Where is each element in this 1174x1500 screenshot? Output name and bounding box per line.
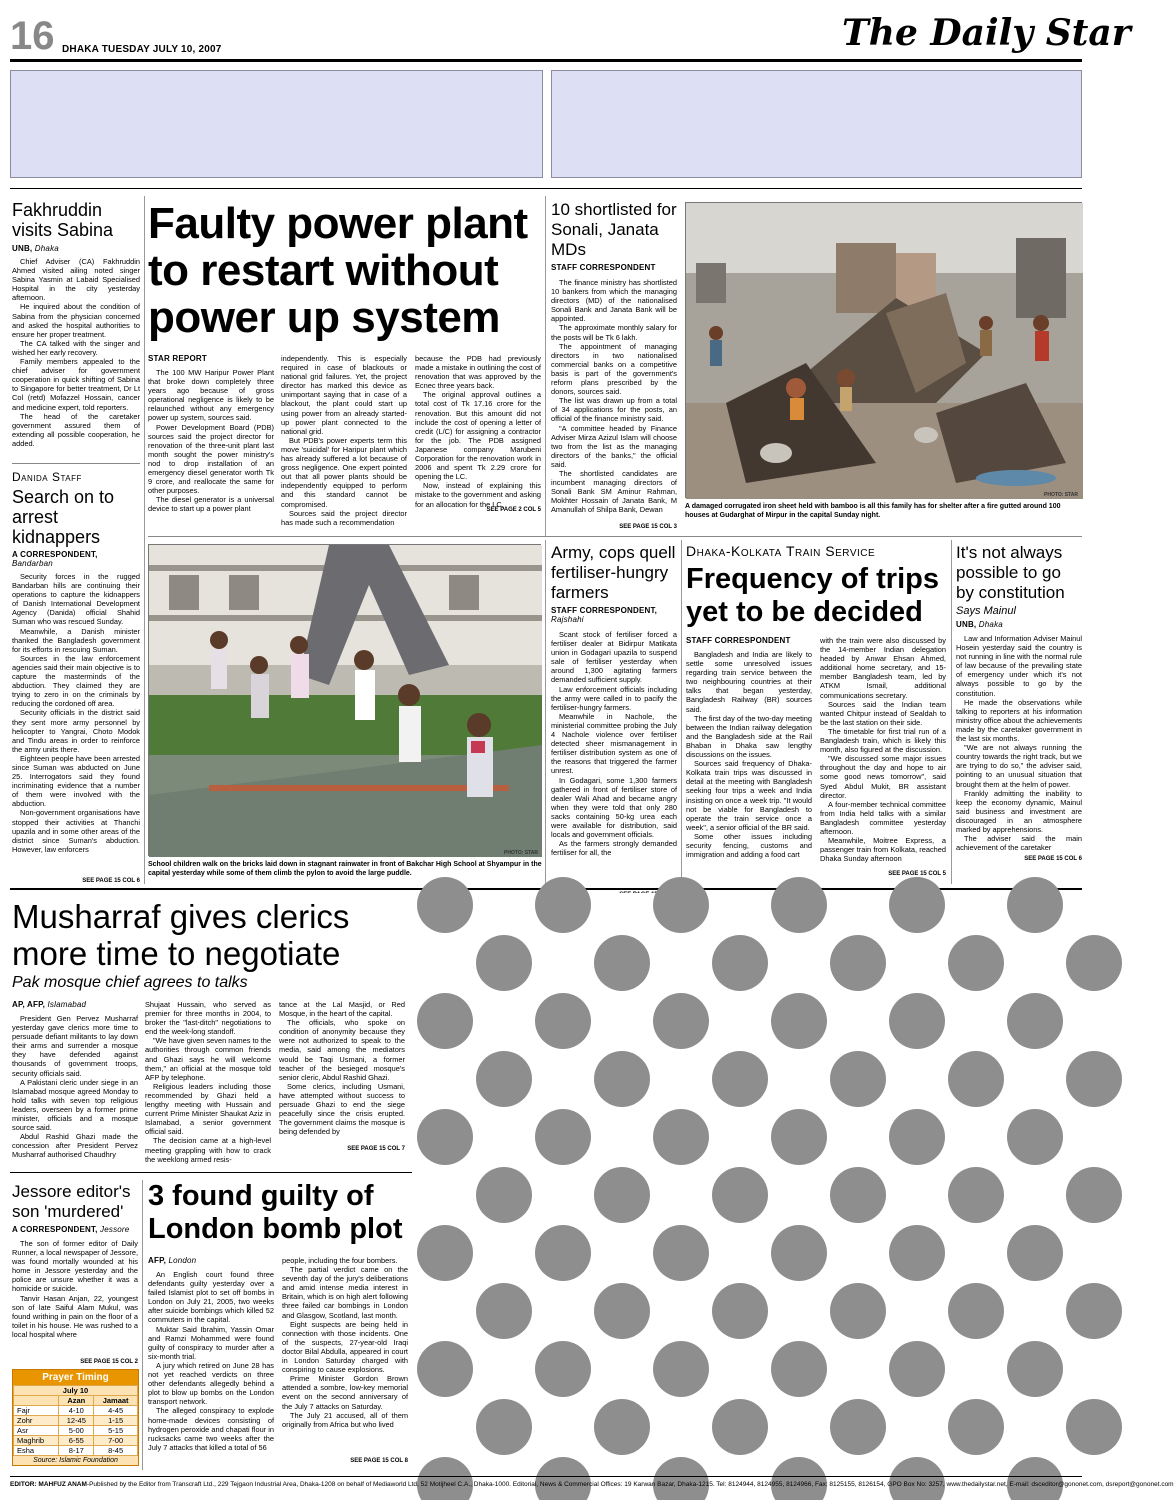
story-body-col2: people, including the four bombers. The partial verdict came on the seventh day of the jury's deliberations and amid intense media interest in Britain, which is on high alert following three failed car bombings in London and Glasgow, Scotland, last month. Eight suspects are being held in connection with those incidents. One of the suspects, 27-year-old Iraqi doctor Bilal Abdulla, appeared in court in London Saturday charged with conspiring to cause explosions. Prime Minister Gordon Brown attended a sombre, low-key memorial event on the second anniversary of the July 7 attacks on Saturday. The July 21 accused, all of them originally from Africa but who lived — [282, 1256, 408, 1429]
dot — [535, 877, 591, 933]
editor-label: EDITOR: MAHFUZ ANAM — [10, 1481, 87, 1488]
masthead — [842, 12, 1131, 54]
prayer-col-jamaat: Jamaat — [94, 1396, 138, 1406]
dot — [1007, 877, 1063, 933]
dot — [1066, 1167, 1122, 1223]
story-army — [551, 543, 677, 898]
see-page-link[interactable]: SEE PAGE 15 COL 3 — [619, 524, 677, 530]
see-page-link[interactable]: SEE PAGE 15 COL 2 — [80, 1359, 138, 1365]
prayer-table — [13, 1385, 138, 1456]
dot — [889, 1225, 945, 1281]
byline: A CORRESPONDENT, Bandarban — [12, 550, 98, 568]
photo-caption: A damaged corrugated iron sheet held with bamboo is all this family has for shelter after a fire gutted around 100 houses at Gudarghat of Mirpur in the capital Sunday night. — [685, 503, 1061, 519]
story-train — [686, 543, 948, 629]
dot — [476, 935, 532, 991]
dot — [948, 1283, 1004, 1339]
story-constitution — [956, 543, 1082, 862]
story-london — [148, 1180, 410, 1246]
dot — [417, 1457, 473, 1500]
dot — [476, 1051, 532, 1107]
headline: Musharraf gives clerics more time to negotiate — [12, 898, 350, 972]
story-body-col2: with the train were also discussed by the 14-member Indian delegation headed by Anwar Ehsan Ahmed, additional home secretary, and 15-member Bangladesh team, led by ATKM Ismail, additional communications secretary. Sources said the Indian team wanted Chitpur instead of Sealdah to be the last station on their side. The timetable for first trial run of a Bangladesh train, which is likely this month, also figured at the discussion. "We discussed some major issues throughout the day and hope to air some good news tomorrow", said Syed Abdul Mukit, BR assistant director. A four-member technical committee from India held talks with a similar Bangladesh committee yesterday afternoon. Meanwhile, Moitree Express, a passenger train from Kolkata, reached Dhaka Sunday afternoon — [820, 636, 946, 864]
prayer-row: Zohr 12-45 1-15 — [14, 1416, 138, 1426]
ad-box-right[interactable] — [551, 70, 1082, 178]
dot — [889, 877, 945, 933]
headline: Army, cops quell fertiliser-hungry farmers — [551, 543, 676, 602]
prayer-title: Prayer Timing — [13, 1370, 138, 1385]
headline: 3 found guilty of London bomb plot — [148, 1180, 403, 1245]
story-body-col3: because the PDB had previously made a mistake in outlining the cost of renovation that was approved by the Ecnec three years back. The original approval outlines a total cost of Tk 17.16 crore for the renovation. But this amount did not include the cost of opening a letter of credit (L/C) for assigning a contractor for the job. The PDB assigned Japanese company Marubeni Corporation for the renovation work in 2006 and spent Tk 2.29 crore for opening the LC. Now, instead of explaining this mistake to the government and asking for an allocation for the LC, — [415, 354, 541, 509]
byline: A CORRESPONDENT, Jessore — [12, 1225, 130, 1234]
dot — [653, 877, 709, 933]
dot — [535, 993, 591, 1049]
photo-caption: School children walk on the bricks laid down in stagnant rainwater in front of Bakchar High School at Shyampur in the capital yesterday while some of them climb the pylon to avoid the large puddle. — [148, 861, 542, 877]
headline: Faulty power plant to restart without power up system — [148, 199, 528, 342]
school-photo — [148, 544, 541, 856]
dot — [771, 993, 827, 1049]
dot — [712, 935, 768, 991]
prayer-row: Asr 5-00 5-15 — [14, 1426, 138, 1436]
dot — [1066, 1283, 1122, 1339]
school-photo-image — [149, 545, 542, 857]
prayer-row: Esha 8-17 8-45 — [14, 1446, 138, 1456]
headline: Fakhruddin visits Sabina — [12, 200, 114, 240]
headline: Jessore editor's son 'murdered' — [12, 1182, 131, 1221]
prayer-row: Fajr 4-10 4-45 — [14, 1406, 138, 1416]
see-page-link[interactable]: SEE PAGE 15 COL 7 — [347, 1146, 405, 1152]
story-body-col3: tance at the Lal Masjid, or Red Mosque, in the heart of the capital. The officials, who spoke on condition of anonymity because they were not authorized to speak to the media, said among the mediators would be Taqi Usmani, a former teacher of the besieged mosque's senior cleric, Abdul Rashid Ghazi. Some clerics, including Usmani, have attempted without success to persuade Ghazi to end the siege peacefully since the crisis erupted. The government claims the mosque is being defended by — [279, 1000, 405, 1137]
dot — [889, 1341, 945, 1397]
advertisement-panel[interactable] — [415, 893, 1082, 1473]
dot — [712, 1399, 768, 1455]
dot — [1007, 1341, 1063, 1397]
story-body-col1: President Gen Pervez Musharraf yesterday gave clerics more time to persuade defiant militants to lay down their arms and surrender a mosque they have defended against thousands of government troops, security officials said. A Pakistani cleric under siege in an Islamabad mosque agreed Monday to hold talks with seven top religious leaders, overseen by a former prime minister, officials and a mosque source said. Abdul Rashid Ghazi made the concession after President Pervez Musharraf authorised Chaudhry — [12, 1014, 138, 1160]
dot — [771, 1225, 827, 1281]
dot — [771, 877, 827, 933]
footer-imprint — [10, 1481, 1174, 1488]
dot — [1066, 1399, 1122, 1455]
fire-photo — [685, 202, 1082, 498]
dot — [1007, 1109, 1063, 1165]
divider — [148, 536, 1082, 537]
dot — [476, 1399, 532, 1455]
dot — [712, 1283, 768, 1339]
story-body-col2: Shujaat Hussain, who served as premier for three months in 2004, to broker the "last-ditch" negotiations to end the week-long standoff. "We have given seven names to the authorities through common friends and Ghazi says he will welcome them," an official at the mosque told AFP by telephone. Religious leaders including those recommended by Ghazi held a lengthy meeting with Hussain and current Prime Minister Shaukat Aziz in Islamabad, a senior government official said. The decision came at a high-level meeting grappling with how to crack the weeklong armed resis- — [145, 1000, 271, 1164]
photo-credit: PHOTO: STAR — [1044, 492, 1078, 498]
see-page-link[interactable]: SEE PAGE 15 COL 6 — [82, 878, 140, 884]
headline: Search on to arrest kidnappers — [12, 487, 115, 547]
column-rule — [545, 540, 546, 884]
dot — [653, 1225, 709, 1281]
story-body-col1: An English court found three defendants guilty yesterday over a failed Islamist plot to set off bombs in London on July 21, 2005, two weeks after suicide bombings which killed 52 commuters in the capital. Muktar Said Ibrahim, Yassin Omar and Ramzi Mohammed were found guilty of conspiracy to murder after a six-month trial. A jury which retired on June 28 has not yet reached verdicts on three other defendants allegedly behind a plot to blow up bombs on the London transport network. The alleged conspiracy to explode home-made devices consisting of hydrogen peroxide and chapati flour in rucksacks came two weeks after the July 7 attacks that killed a total of 56 — [148, 1270, 274, 1452]
section-rule — [10, 188, 1082, 189]
prayer-row: Maghrib 6-55 7-00 — [14, 1436, 138, 1446]
column-rule — [142, 1180, 143, 1470]
dot — [830, 1167, 886, 1223]
dot — [535, 1341, 591, 1397]
story-body: The finance ministry has shortlisted 10 bankers from which the managing directors (MD) of the nationalised Sonali Bank and Janata Bank will be appointed. The approximate monthly salary for the posts will be Tk 6 lakh. The appointment of managing directors in two nationalised commercial banks on a competitive basis is part of the government's reform plans prescribed by the donors, sources said. The list was drawn up from a total of 34 applications for the posts, an official of the finance ministry said. "A committee headed by Finance Adviser Mirza Azizul Islam will choose two from the list as the managing directors of the banks," the official said. The shortlisted candidates are incumbent managing directors of Sonali Bank SM Aminur Rahman, Mokhter Hossain of Janata Bank, M Amanullah of Shilpa Bank, Dewan — [551, 278, 677, 515]
story-janata — [551, 200, 677, 530]
prayer-timing-box — [12, 1369, 139, 1466]
dot — [417, 1109, 473, 1165]
dot — [771, 1341, 827, 1397]
dot — [830, 1399, 886, 1455]
dot — [653, 1109, 709, 1165]
kicker: Dhaka-Kolkata Train Service — [686, 543, 876, 559]
header-rule — [10, 59, 1082, 62]
dot — [889, 993, 945, 1049]
see-page-link[interactable]: SEE PAGE 15 COL 5 — [888, 871, 946, 877]
byline: STAFF CORRESPONDENT, Rajshahi — [551, 606, 658, 624]
dot — [417, 877, 473, 933]
dot — [535, 1109, 591, 1165]
byline: STAR REPORT — [148, 354, 207, 363]
dot — [594, 1283, 650, 1339]
headline: It's not always possible to go by constitution — [956, 543, 1065, 602]
ad-box-left[interactable] — [10, 70, 543, 178]
story-body: Law and Information Adviser Mainul Hosein yesterday said the country is not running in line with the normal rule of law because of the prevailing state of emergency under which it's not always possible to go by the constitution. He made the observations while talking to reporters at his information ministry office about the achievements made by the caretaker government in the last six months. "We are not always running the country towards the right track, but we are trying to do so," the adviser said, pointing to an unusual situation that brought them at the helm of power. Frankly admitting the inability to keep the economy dynamic, Mainul said business and investment are discouraged in an atmosphere marked by apprehensions. The adviser said the main achievement of the caretaker — [956, 634, 1082, 853]
see-page-link[interactable]: SEE PAGE 15 COL 8 — [350, 1458, 408, 1464]
column-rule — [951, 540, 952, 884]
story-body: The son of former editor of Daily Runner, a local newspaper of Jessore, was found mortally wounded at his home in Jessore yesterday and the police are unsure whether it was a homicide or suicide. Tanvir Hasan Anjan, 22, youngest son of late Saiful Alam Mukul, was found writhing in pain on the floor of a toilet in his house. He was rushed to a local hospital where — [12, 1239, 138, 1339]
dot — [712, 1167, 768, 1223]
byline: STAFF CORRESPONDENT — [551, 263, 656, 272]
story-kidnappers — [12, 470, 140, 884]
see-page-link[interactable]: SEE PAGE 15 COL 6 — [1024, 856, 1082, 862]
see-page-link[interactable]: SEE PAGE 2 COL 5 — [486, 507, 541, 513]
dot — [417, 1225, 473, 1281]
story-fakhruddin — [12, 200, 140, 448]
headline: Frequency of trips yet to be decided — [686, 563, 939, 628]
dot — [948, 935, 1004, 991]
dot — [653, 1457, 709, 1500]
dot — [771, 1457, 827, 1500]
dot — [830, 1051, 886, 1107]
dot — [476, 1283, 532, 1339]
story-jessore — [12, 1182, 138, 1365]
dot — [476, 1167, 532, 1223]
byline: AP, AFP, Islamabad — [12, 1000, 87, 1009]
story-power-plant — [148, 200, 538, 341]
page-number: 16 — [10, 14, 55, 58]
dot — [594, 1399, 650, 1455]
prayer-source: Source: Islamic Foundation — [13, 1456, 138, 1465]
dot — [417, 993, 473, 1049]
dot — [535, 1225, 591, 1281]
dot — [948, 1051, 1004, 1107]
column-rule — [144, 196, 145, 884]
dek: Says Mainul — [956, 605, 1016, 617]
dot — [948, 1167, 1004, 1223]
dot — [1007, 1225, 1063, 1281]
column-rule — [681, 540, 682, 884]
masthead-title: The Daily Star — [842, 12, 1131, 54]
dot — [1066, 935, 1122, 991]
story-body: Chief Adviser (CA) Fakhruddin Ahmed visited ailing noted singer Sabina Yasmin at Labaid Specialised Hospital in the city yesterday afternoon. He inquired about the condition of Sabina from the physician concerned and asked the hospital authorities to ensure her proper treatment. The CA talked with the singer and wished her early recovery. Family members appealed to the chief adviser for government cooperation in quick shifting of Sabina to Singapore for better treatment, Dr Lt Col (retd) Mofazzel Hossain, cancer and medicine expert, told reporters. The head of the caretaker government assured them of extending all possible cooperation, he added. — [12, 257, 140, 448]
dot — [535, 1457, 591, 1500]
column-rule — [545, 196, 546, 536]
story-body-col1: Bangladesh and India are likely to settle some unresolved issues regarding train service between the two neighbouring countries at their talks that began yesterday, Bangladesh Railway (BR) sources said. The first day of the two-day meeting between the Indian railway delegation and the Bangladesh side at the Rail Bhaban in Dhaka saw lengthy discussions on the issues. Sources said frequency of Dhaka-Kolkata train trips was discussed in detail at the meeting with Bangladesh seeking four trips a week and India insisting on once a week trip. "It would not be viable for Bangladesh to operate the train service once a week", a senior official of the BR said. Some other issues including security fencing, customs and immigration and adding a food cart — [686, 650, 812, 860]
story-body: Security forces in the rugged Bandarban hills are continuing their operations to capture the kidnappers of Danish International Development Agency (Danida) official Shahid Suman who was rescued Sunday. Meanwhile, a Danish minister thanked the Bangladesh government for its efforts in rescuing Suman. Sources in the law enforcement agencies said their main objective is to capture the masterminds of the abduction. They claimed they are trying to zero in on the criminals by reducing the cordoned off area. Security officials in the district said they sent more army personnel by helicopter to Yangrai, Choto Modok and Tindu areas in order to reinforce the army units there. Eighteen people have been arrested since Suman was abducted on June 25. Interrogators said they found incriminating evidence that a number of them were involved with the abduction. Non-government organisations have stopped their activities at Thanchi upazila and in some other areas of the district since Suman's abduction. However, law enforcers — [12, 572, 140, 854]
dot — [594, 1051, 650, 1107]
dateline: DHAKA TUESDAY JULY 10, 2007 — [62, 44, 222, 55]
dot — [830, 935, 886, 991]
photo-credit: PHOTO: STAR — [504, 850, 538, 856]
polka-dot-pattern — [415, 893, 1082, 1473]
byline: UNB, Dhaka — [12, 244, 59, 253]
byline: STAFF CORRESPONDENT — [686, 636, 791, 645]
story-body: Scant stock of fertiliser forced a fertiliser dealer at Bidirpur Matikata union in Godagari upazila to suspend sale of fertiliser yesterday when around 1,300 agitating farmers demanded sufficient supply. Law enforcement officials including the army were called in to pacify the fertiliser-hungry farmers. Meanwhile in Nachole, the ministerial committee probing the July 4 Nachole violence over fertiliser detected sheer mismanagement in fertiliser distribution system as one of the reasons that triggered the farmer unrest. In Godagari, some 1,300 farmers gathered in front of fertiliser store of dealer Wali Ahad and became angry when they were told that only 280 sacks containing 50-kg urea each were available for distribution, said locals and government officials. As the farmers strongly demanded fertiliser for all, the — [551, 630, 677, 858]
dek: Pak mosque chief agrees to talks — [12, 974, 248, 991]
byline: UNB, Dhaka — [956, 620, 1003, 629]
story-body-col1: The 100 MW Haripur Power Plant that broke down completely three years ago because of gross operational negligence is likely to be relaunched without any emergency power up system, sources said. Power Development Board (PDB) sources said the project director for renovation of the three-unit plant last month sought the power ministry's nod to drop installation of an emergency diesel generator worth Tk 9 crore, and reallocate the same for other purposes. The diesel generator is a universal device to start up a power plant — [148, 368, 274, 514]
dot — [1066, 1051, 1122, 1107]
dot — [1007, 993, 1063, 1049]
byline: AFP, London — [148, 1256, 197, 1265]
prayer-date: July 10 — [14, 1386, 138, 1396]
story-musharraf — [12, 898, 407, 992]
prayer-col-name — [14, 1396, 59, 1406]
kicker: Danida Staff — [12, 470, 82, 484]
prayer-col-azan: Azan — [59, 1396, 94, 1406]
dot — [889, 1109, 945, 1165]
dot — [594, 1167, 650, 1223]
dot — [1007, 1457, 1063, 1500]
divider — [10, 1172, 412, 1173]
dot — [712, 1051, 768, 1107]
dot — [417, 1341, 473, 1397]
story-body-col2: independently. This is especially required in case of blackouts or national grid failures. Yet, the project director has marked this device as unimportant saying that in case of a blackout, the plant could start up using power from an already started-up power plant connected to the national grid. But PDB's power experts term this move 'suicidal' for Haripur plant which has already suffered a lot because of gross negligence. One expert pointed out that all power plants should be independently equipped to perform and this standard cannot be compromised. Sources said the project director has made such a recommendation — [281, 354, 407, 527]
dot — [653, 1341, 709, 1397]
dot — [830, 1283, 886, 1339]
fire-photo-image — [686, 203, 1083, 499]
dot — [771, 1109, 827, 1165]
footer-rule — [10, 1476, 1082, 1477]
dot — [594, 935, 650, 991]
dot — [653, 993, 709, 1049]
divider — [12, 463, 140, 464]
headline: 10 shortlisted for Sonali, Janata MDs — [551, 200, 677, 259]
dot — [948, 1399, 1004, 1455]
imprint-text: -Published by the Editor from Transcraft Ltd., 229 Tejgaon Industrial Area, Dhaka-1208 on behalf of Mediaworld Ltd. 52 Motijheel C.A., Dhaka-1000. Editorial, News & Commercial Offices: 19 Karwan Bazar, Dhaka-1215. Tel: 8124944, 8124955, 8124966, Fax: 8125155, 8126154, GPO Box No: 3257, www.thedailystar.net, E-mail: dsceditor@gononet.com, dsreport@gononet.com — [86, 1481, 1174, 1488]
dot — [889, 1457, 945, 1500]
